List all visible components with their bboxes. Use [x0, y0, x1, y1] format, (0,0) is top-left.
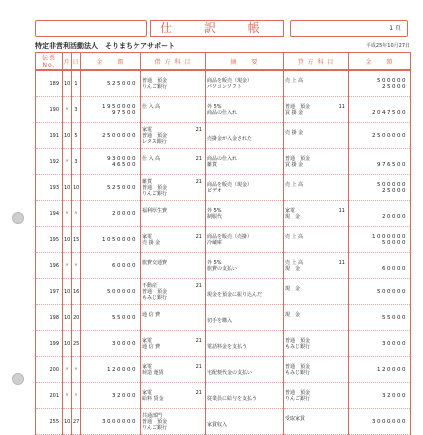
debit-amount [81, 149, 141, 175]
debit-amount [81, 175, 141, 201]
account-line: 普通 預金 [285, 363, 311, 370]
credit-account [284, 357, 349, 383]
company-name: 特定非営利活動法人 そりまちケアサポート [35, 42, 175, 50]
voucher-number: 190 [36, 97, 63, 123]
summary-line: 商品を販売（現金） [207, 77, 253, 84]
account-line: 仕 入 高 [142, 155, 161, 162]
account-line: 普通 預金 [285, 337, 311, 344]
day-cell: 16 [72, 279, 81, 305]
credit-amount [349, 279, 411, 305]
month-cell: 10 [63, 279, 72, 305]
debit-amount [81, 331, 141, 357]
account-code: 11 [338, 103, 345, 110]
debit-account [141, 201, 206, 227]
table-row [36, 123, 411, 149]
voucher-number: 193 [36, 175, 63, 201]
table-row [36, 253, 411, 279]
summary-line: 商品を販売（売掛） [207, 233, 253, 240]
account-line: 売 上 高 [285, 259, 304, 266]
debit-account [141, 331, 206, 357]
amount-line: 976500 [377, 161, 407, 168]
account-line: 買 掛 金 [285, 109, 304, 116]
table-row [36, 331, 411, 357]
account-line: 通 信 費 [142, 343, 161, 350]
account-line: 現 金 [285, 311, 301, 318]
account-line: もみじ銀行 [142, 294, 168, 301]
journal-table [35, 52, 411, 435]
debit-amount [81, 279, 141, 305]
day-cell: 〃 [72, 253, 81, 279]
amount-line: 120000 [107, 366, 137, 373]
summary-line: 従業員に給与を支払う [207, 395, 258, 402]
col-header-voucher: 伝票No. [36, 53, 63, 71]
col-header-debit-account: 借 方 科 目 [141, 53, 206, 71]
summary-cell [206, 123, 284, 149]
debit-account [141, 149, 206, 175]
summary-line: ビデオ [207, 187, 222, 194]
page-number: 1 頁 [389, 25, 401, 32]
summary-line: 外 5% [207, 259, 222, 266]
amount-line: 525000 [107, 184, 137, 191]
amount-line: 500000 [107, 288, 137, 295]
summary-line: 外 5% [207, 207, 222, 214]
account-line: 通 信 費 [142, 311, 161, 318]
col-header-summary: 摘 要 [206, 53, 284, 71]
debit-amount [81, 227, 141, 253]
credit-account [284, 149, 349, 175]
col-header-credit-amount: 金 額 [349, 53, 411, 71]
account-line [285, 84, 347, 90]
binder-hole [12, 373, 24, 385]
account-line [142, 110, 204, 116]
credit-amount [349, 409, 411, 435]
credit-account [284, 331, 349, 357]
summary-line: 商品の仕入れ [207, 109, 238, 116]
summary-cell [206, 97, 284, 123]
account-line: 給料 賃金 [142, 395, 164, 402]
account-line [285, 136, 347, 142]
account-code: 21 [195, 389, 202, 396]
credit-amount [349, 383, 411, 409]
credit-amount [349, 305, 411, 331]
day-cell: 〃 [72, 201, 81, 227]
summary-line: 冷蔵庫 [207, 239, 223, 246]
account-line: 家電 [142, 337, 153, 344]
amount-line: 25000 [382, 83, 407, 90]
account-line [285, 188, 347, 194]
month-cell: 10 [63, 305, 72, 331]
account-line: 普通 預金 [142, 77, 168, 84]
account-line [285, 422, 347, 428]
day-cell: 27 [72, 409, 81, 435]
amount-line: 3000000 [102, 418, 137, 425]
voucher-number: 200 [36, 357, 63, 383]
debit-amount [81, 97, 141, 123]
amount-line: 525000 [107, 80, 137, 87]
month-cell: 10 [63, 123, 72, 149]
account-line: 売 掛 金 [142, 239, 161, 246]
account-line: 旅費交通費 [142, 259, 168, 266]
debit-account [141, 70, 206, 97]
table-row [36, 227, 411, 253]
debit-account [141, 357, 206, 383]
summary-line: 家賃収入 [207, 421, 228, 428]
account-line: 普通 預金 [142, 184, 168, 191]
day-cell: 5 [72, 123, 81, 149]
account-line: 普通 預金 [142, 418, 168, 425]
table-row [36, 409, 411, 435]
account-line: 普通 預金 [285, 389, 311, 396]
table-row [36, 97, 411, 123]
debit-amount [81, 201, 141, 227]
summary-line: 商品の仕入れ [207, 155, 238, 162]
voucher-number: 194 [36, 201, 63, 227]
debit-amount [81, 409, 141, 435]
amount-line: 25000 [382, 187, 407, 194]
account-line: 家電 [142, 363, 153, 370]
voucher-number: 191 [36, 123, 63, 149]
account-line: 不動産 [142, 282, 158, 289]
credit-amount [349, 70, 411, 97]
debit-account [141, 175, 206, 201]
day-cell: 3 [72, 97, 81, 123]
account-line: もみじ銀行 [285, 369, 311, 376]
day-cell: 25 [72, 331, 81, 357]
summary-cell [206, 331, 284, 357]
account-line: りんご銀行 [285, 395, 311, 402]
table-row [36, 357, 411, 383]
account-line: 福利厚生費 [142, 207, 168, 214]
credit-account [284, 123, 349, 149]
amount-line: 930000 [107, 155, 137, 162]
summary-cell [206, 149, 284, 175]
credit-account [284, 201, 349, 227]
account-line: 現 金 [285, 213, 301, 220]
summary-cell [206, 227, 284, 253]
day-cell: 1 [72, 70, 81, 97]
day-cell: 15 [72, 227, 81, 253]
table-row [36, 149, 411, 175]
account-code: 21 [195, 337, 202, 344]
credit-amount [349, 123, 411, 149]
month-cell: 〃 [63, 201, 72, 227]
amount-line: 2047500 [372, 109, 407, 116]
account-line: 売 掛 金 [285, 129, 304, 136]
debit-account [141, 383, 206, 409]
account-line: 荷造 運賃 [142, 369, 164, 376]
debit-account [141, 279, 206, 305]
account-line: 家電 [142, 389, 153, 396]
voucher-number: 195 [36, 227, 63, 253]
account-line: 現 金 [285, 285, 301, 292]
amount-line: 2500000 [372, 132, 407, 139]
account-code: 21 [195, 363, 202, 370]
amount-line: 120000 [377, 366, 407, 373]
voucher-number: 255 [36, 409, 63, 435]
month-cell: 〃 [63, 97, 72, 123]
summary-cell [206, 253, 284, 279]
credit-amount [349, 149, 411, 175]
amount-line: 55000 [112, 314, 137, 321]
debit-account [141, 409, 206, 435]
month-cell: 10 [63, 175, 72, 201]
debit-account [141, 305, 206, 331]
account-line: 現 金 [285, 265, 301, 272]
summary-line: 雑貨 [207, 161, 218, 168]
credit-account [284, 279, 349, 305]
debit-amount [81, 305, 141, 331]
credit-account [284, 409, 349, 435]
month-cell: 〃 [63, 253, 72, 279]
summary-cell [206, 305, 284, 331]
table-row [36, 70, 411, 97]
account-code: 21 [195, 233, 202, 240]
summary-cell [206, 201, 284, 227]
voucher-number: 201 [36, 383, 63, 409]
account-line [142, 214, 204, 220]
summary-line: 旅費の支払い [207, 265, 238, 272]
voucher-number: 198 [36, 305, 63, 331]
day-cell: 10 [72, 175, 81, 201]
debit-account [141, 253, 206, 279]
summary-line: 電話料金を支払う [207, 343, 248, 350]
table-row [36, 279, 411, 305]
amount-line: 1050000 [102, 236, 137, 243]
account-code: 21 [195, 178, 202, 185]
credit-amount [349, 253, 411, 279]
amount-line: 32000 [112, 392, 137, 399]
summary-line: パソコンソフト [207, 83, 242, 90]
day-cell: 3 [72, 149, 81, 175]
amount-line: 55000 [382, 314, 407, 321]
amount-line: 20000 [382, 213, 407, 220]
account-line [285, 318, 347, 324]
journal-date: 平成25年10月27日 [365, 43, 410, 49]
account-line: 普通 預金 [142, 288, 168, 295]
credit-account [284, 305, 349, 331]
amount-line: 30000 [382, 340, 407, 347]
amount-line: 97500 [112, 109, 137, 116]
summary-line: 売掛金が入金された [207, 135, 253, 142]
account-line: りんご銀行 [142, 83, 168, 90]
col-header-month: 月 [63, 53, 72, 71]
account-line: りんご銀行 [142, 190, 168, 197]
amount-line: 30000 [112, 340, 137, 347]
account-line: 家電 [285, 207, 296, 214]
account-line [285, 292, 347, 298]
amount-line: 60000 [112, 262, 137, 269]
credit-account [284, 175, 349, 201]
account-line: 家電 [142, 126, 153, 133]
account-code: 11 [338, 259, 345, 266]
month-cell: 〃 [63, 149, 72, 175]
account-line: 売 上 高 [285, 181, 304, 188]
col-header-debit-amount: 金 額 [81, 53, 141, 71]
amount-line: 60000 [382, 265, 407, 272]
debit-account [141, 97, 206, 123]
credit-amount [349, 227, 411, 253]
credit-account [284, 70, 349, 97]
account-line: 普通 預金 [285, 155, 311, 162]
table-row [36, 305, 411, 331]
credit-account [284, 383, 349, 409]
table-row [36, 201, 411, 227]
debit-amount [81, 123, 141, 149]
amount-line: 50000 [382, 239, 407, 246]
account-line: 売 上 高 [285, 233, 304, 240]
account-line: 雑貨 [142, 178, 153, 185]
account-line: 共通部門 [142, 412, 163, 419]
voucher-number: 197 [36, 279, 63, 305]
summary-cell [206, 279, 284, 305]
month-cell: 10 [63, 331, 72, 357]
credit-account [284, 253, 349, 279]
debit-account [141, 227, 206, 253]
amount-line: 500000 [377, 181, 407, 188]
table-header-row [36, 53, 411, 71]
summary-cell [206, 70, 284, 97]
header-left-box [35, 20, 147, 37]
amount-line: 1950000 [102, 103, 137, 110]
account-line: 買 掛 金 [285, 161, 304, 168]
account-line [142, 162, 204, 168]
account-line: りんご銀行 [142, 424, 168, 431]
page-title: 仕 訳 帳 [150, 20, 284, 37]
page-number-box [290, 20, 408, 37]
account-line: 普通 預金 [142, 132, 168, 139]
amount-line: 20000 [112, 210, 137, 217]
summary-line: 制服代 [207, 213, 223, 220]
month-cell: 10 [63, 70, 72, 97]
amount-line: 1000000 [372, 233, 407, 240]
credit-amount [349, 175, 411, 201]
debit-amount [81, 70, 141, 97]
summary-cell [206, 383, 284, 409]
credit-account [284, 97, 349, 123]
amount-line: 3000000 [372, 418, 407, 425]
day-cell: 〃 [72, 383, 81, 409]
col-header-credit-account: 貸 方 科 目 [284, 53, 349, 71]
debit-account [141, 123, 206, 149]
credit-amount [349, 357, 411, 383]
month-cell: 〃 [63, 357, 72, 383]
summary-line: 切手を購入 [207, 317, 233, 324]
month-cell: 〃 [63, 383, 72, 409]
account-code: 11 [338, 207, 345, 214]
amount-line: 500000 [377, 288, 407, 295]
summary-cell [206, 409, 284, 435]
account-line [142, 266, 204, 272]
account-line: 売 上 高 [285, 77, 304, 84]
account-line: 家電 [142, 233, 153, 240]
account-code: 21 [195, 126, 202, 133]
voucher-number: 199 [36, 331, 63, 357]
account-line [285, 240, 347, 246]
day-cell: 〃 [72, 357, 81, 383]
account-code: 21 [195, 282, 202, 289]
voucher-number: 192 [36, 149, 63, 175]
month-cell: 10 [63, 227, 72, 253]
table-row [36, 383, 411, 409]
credit-amount [349, 331, 411, 357]
account-code: 21 [195, 155, 202, 162]
amount-line: 2500000 [102, 132, 137, 139]
month-cell: 10 [63, 409, 72, 435]
amount-line: 46500 [112, 161, 137, 168]
credit-amount [349, 201, 411, 227]
credit-amount [349, 97, 411, 123]
amount-line: 500000 [377, 77, 407, 84]
account-line: もみじ銀行 [285, 343, 311, 350]
summary-line: 商品を販売（現金） [207, 181, 253, 188]
summary-line: 現金を預金に振り込んだ [207, 291, 263, 298]
account-line: レタス銀行 [142, 138, 167, 145]
day-cell: 20 [72, 305, 81, 331]
table-row [36, 175, 411, 201]
account-line: 受取家賃 [285, 415, 306, 422]
debit-amount [81, 357, 141, 383]
summary-cell [206, 357, 284, 383]
binder-hole [12, 212, 24, 224]
account-line: 普通 預金 [285, 103, 311, 110]
summary-line: 外 5% [207, 103, 222, 110]
summary-line: 宅配便代金の支払い [207, 369, 253, 376]
summary-cell [206, 175, 284, 201]
account-line [142, 318, 204, 324]
debit-amount [81, 253, 141, 279]
voucher-number: 196 [36, 253, 63, 279]
debit-amount [81, 383, 141, 409]
voucher-number: 189 [36, 70, 63, 97]
amount-line: 32000 [382, 392, 407, 399]
col-header-day: 日 [72, 53, 81, 71]
account-line: 仕 入 高 [142, 103, 161, 110]
credit-account [284, 227, 349, 253]
